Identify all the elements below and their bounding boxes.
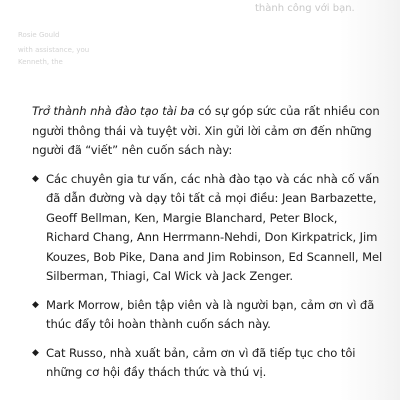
diamond-bullet-icon: ◆ bbox=[32, 347, 39, 358]
list-item bbox=[32, 344, 384, 383]
bleed-line: Rosie Gould bbox=[18, 31, 60, 39]
list-item-text: Các chuyên gia tư vấn, các nhà đào tạo và các nhà cố vấn đã dẫn đường và dạy tôi tất cả mọi điều: Jean Barbazette, Geoff Bellman, Ken, Margie Blanchard, Peter Block, Richard Chang, Ann Herrmann-Nehdi, Don Kirkpatrick, Jim Kouzes, Bob Pike, Dana and Jim Robinson, Ed Scannell, Mel Silberman, Thiagi, Cal Wick và Jack Zenger. bbox=[46, 171, 383, 283]
diamond-bullet-icon: ◆ bbox=[32, 173, 39, 184]
book-title: Trở thành nhà đào tạo tài ba bbox=[32, 104, 195, 118]
diamond-bullet-icon: ◆ bbox=[32, 299, 39, 310]
bleed-line: with assistance, you bbox=[18, 46, 90, 54]
intro-paragraph bbox=[32, 102, 384, 161]
list-item bbox=[32, 296, 384, 335]
list-item bbox=[32, 170, 384, 287]
list-item-text: Mark Morrow, biên tập viên và là người bạn, cảm ơn vì đã thúc đẩy tôi hoàn thành cuốn sách này. bbox=[46, 297, 375, 331]
list-item-text: Cat Russo, nhà xuất bản, cảm ơn vì đã tiếp tục cho tôi những cơ hội đầy thách thức và thú vị. bbox=[46, 345, 356, 379]
acknowledgements-body bbox=[32, 102, 384, 392]
bleed-through-text bbox=[0, 0, 400, 80]
bleed-line: thành công với bạn. bbox=[255, 3, 355, 14]
intro-text: có sự góp sức của rất nhiều con người thông thái và tuyệt vời. Xin gửi lời cảm ơn đến những người đã “viết” nên cuốn sách này: bbox=[32, 104, 380, 157]
bleed-line: Kenneth, the bbox=[18, 58, 63, 66]
thanks-list bbox=[32, 170, 384, 383]
